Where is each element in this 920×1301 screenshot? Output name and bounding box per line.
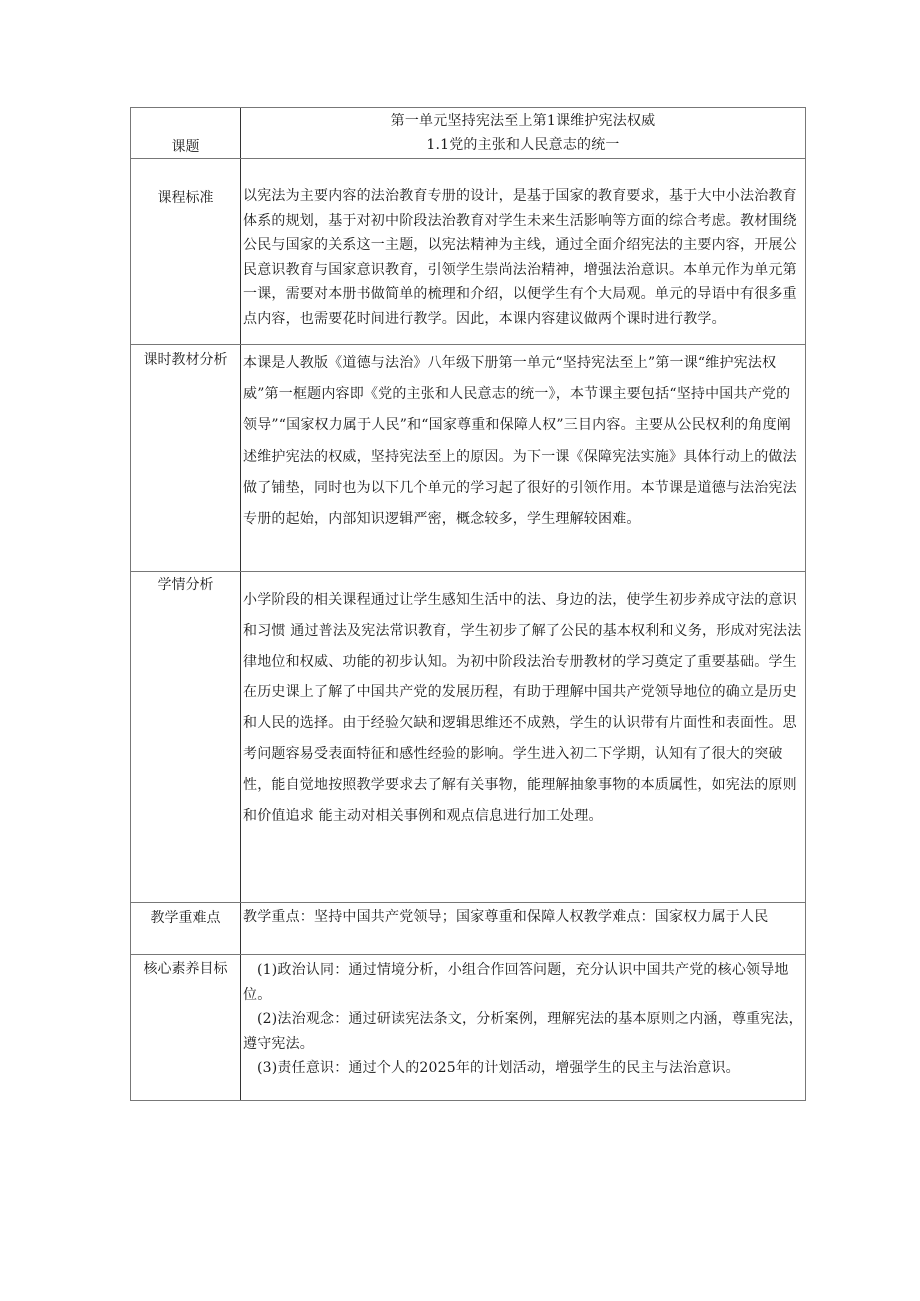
goal-item: (3)责任意识：通过个人的2025年的计划活动，增强学生的民主与法治意识。	[257, 1060, 740, 1076]
label-cell	[131, 108, 241, 158]
label-cell	[131, 955, 241, 1100]
goals-cell	[241, 955, 805, 1100]
row-students	[131, 571, 805, 902]
label-goals: 核心素养目标	[143, 961, 228, 977]
label-students: 学情分析	[157, 577, 214, 593]
lesson-plan-table	[130, 107, 806, 1101]
row-standard	[131, 158, 805, 344]
label-cell	[131, 903, 241, 954]
keypoints-text: 教学重点：坚持中国共产党领导；国家尊重和保障人权教学难点：国家权力属于人民	[243, 909, 769, 925]
material-text: 本课是人教版《道德与法治》八年级下册第一单元“坚持宪法至上”第一课“维护宪法权威”第一框题内容即《党的主张和人民意志的统一》，本节课主要包括“坚持中国共产党的领导”“国家权力属于人民”和“国家尊重和保障人权”三目内容。主要从公民权利的角度阐述维护宪法的权威，坚持宪法至上的原因。为下一课《保障宪法实施》具体行动上的做法做了铺垫，同时也为以下几个单元的学习起了很好的引领作用。本节课是道德与法治宪法专册的起始，内部知识逻辑严密，概念较多，学生理解较困难。	[243, 355, 797, 528]
label-standard: 课程标准	[157, 190, 214, 206]
label-keypoints: 教学重难点	[150, 910, 221, 926]
standard-text: 以宪法为主要内容的法治教育专册的设计，是基于国家的教育要求，基于大中小法治教育体系的规划，基于对初中阶段法治教育对学生未来生活影响等方面的综合考虑。教材围绕公民与国家的关系这一主题，以宪法精神为主线，通过全面介绍宪法的主要内容，开展公民意识教育与国家意识教育，引领学生崇尚法治精神，增强法治意识。本单元作为单元第一课，需要对本册书做简单的梳理和介绍，以便学生有个大局观。单元的导语中有很多重点内容，也需要花时间进行教学。因此，本课内容建议做两个课时进行教学。	[243, 188, 797, 327]
label-cell	[131, 572, 241, 902]
row-title	[131, 108, 805, 158]
lesson-title: 1.1党的主张和人民意志的统一	[426, 137, 620, 153]
goal-item: (2)法治观念：通过研读宪法条文，分析案例，理解宪法的基本原则之内涵，尊重宪法，遵守宪法。	[243, 1011, 803, 1052]
students-text: 小学阶段的相关课程通过让学生感知生活中的法、身边的法，使学生初步养成守法的意识和习惯 通过普法及宪法常识教育，学生初步了解了公民的基本权利和义务，形成对宪法法律地位和权威、功能的初步认知。为初中阶段法治专册教材的学习奠定了重要基础。学生在历史课上了解了中国共产党的发展历程，有助于理解中国共产党领导地位的确立是历史和人民的选择。由于经验欠缺和逻辑思维还不成熟，学生的认识带有片面性和表面性。思考问题容易受表面特征和感性经验的影响。学生进入初二下学期，认知有了很大的突破性，能自觉地按照教学要求去了解有关事物，能理解抽象事物的本质属性，如宪法的原则和价值追求 能主动对相关事例和观点信息进行加工处理。	[243, 592, 802, 824]
row-keypoints	[131, 902, 805, 954]
label-material: 课时教材分析	[143, 352, 228, 368]
label-cell	[131, 159, 241, 344]
unit-title: 第一单元坚持宪法至上第1课维护宪法权威	[390, 113, 656, 129]
label-title: 课题	[171, 139, 200, 155]
row-goals	[131, 954, 805, 1100]
label-cell	[131, 345, 241, 571]
title-cell	[241, 108, 805, 158]
goal-item: (1)政治认同：通过情境分析，小组合作回答问题，充分认识中国共产党的核心领导地位。	[243, 962, 789, 1003]
row-material	[131, 344, 805, 571]
